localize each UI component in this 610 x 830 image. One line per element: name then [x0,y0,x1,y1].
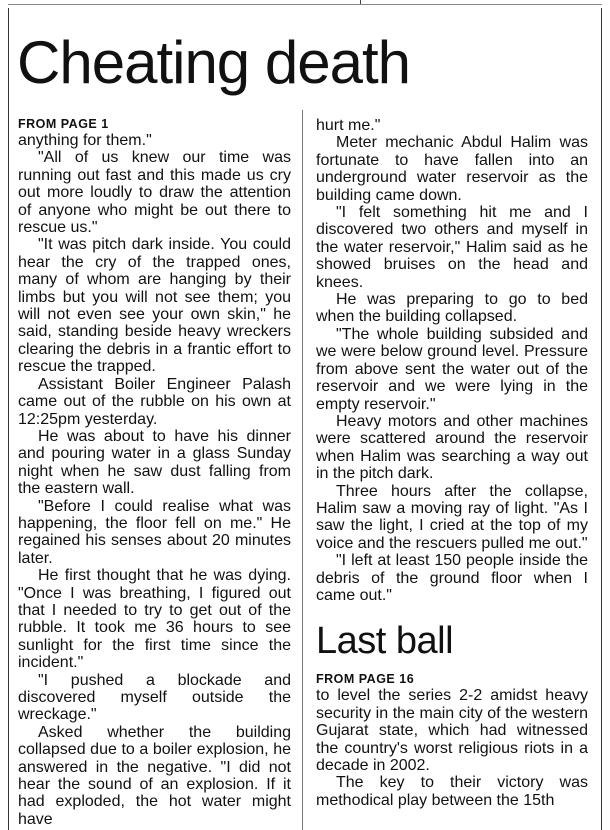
second-article-headline: Last ball [316,620,454,663]
paragraph: "The whole building subsided and we were below ground level. Pressure from above sent the water out of the reservoir and we were lying in the empty reservoir." [316,325,588,413]
paragraph: Heavy motors and other machines were scattered around the reservoir when Halim was searching a way out in the pitch dark. [316,412,588,483]
left-column [18,117,291,828]
paragraph: "Before I could realise what was happening, the floor fell on me." He regained his senses about 20 minutes later. [18,497,291,567]
right-page-border [601,8,602,830]
paragraph: Three hours after the collapse, Halim saw a moving ray of light. "As I saw the light, I cried at the top of my voice and the rescuers pulled me out." [316,482,588,552]
paragraph: He was preparing to go to bed when the building collapsed. [316,291,588,326]
paragraph: Asked whether the building collapsed due to a boiler explosion, he answered in the negative. "I did not hear the sound of an explosion. If it had exploded, the hot water might have [18,723,291,828]
paragraph: He was about to have his dinner and pouring water in a glass Sunday night when he saw dust falling from the eastern wall. [18,427,291,498]
right-column [316,117,588,809]
paragraph: anything for them." [18,132,152,149]
paragraph: "I left at least 150 people inside the debris of the ground floor when I came out." [316,552,588,604]
column-divider [302,110,303,830]
paragraph: The key to their victory was methodical play between the 15th [316,774,588,809]
paragraph: to level the series 2-2 amidst heavy security in the main city of the western Gujarat state, which had witnessed the country's worst religious riots in a decade in 2002. [316,687,588,774]
top-rule [8,0,602,5]
article-headline: Cheating death [17,29,410,96]
paragraph: hurt me." [316,117,381,134]
paragraph: He first thought that he was dying. "Once I was breathing, I figured out that I needed to try to get out of the rubble. It took me 36 hours to see sunlight for the first time since the incident." [18,567,291,672]
paragraph: "I felt something hit me and I discovered two others and myself in the water reservoir," Halim said as he showed bruises on the head and knees. [316,204,588,291]
second-article-jump-line: FROM PAGE 16 [316,672,415,687]
jump-line: FROM PAGE 1 [18,117,109,131]
paragraph: "It was pitch dark inside. You could hear the cry of the trapped ones, many of whom are hanging by their limbs but you will not see them; you will not even see your own skin," he said, standing beside heavy wreckers clearing the debris in a frantic effort to rescue the trapped. [18,236,291,376]
left-page-border [8,8,9,830]
paragraph: Meter mechanic Abdul Halim was fortunate to have fallen into an underground water reservoir as the building came down. [316,134,588,204]
paragraph: "All of us knew our time was running out fast and this made us cry out more loudly to draw the attention of anyone who might be out there to rescue us." [18,149,291,237]
top-rule-tick [360,0,361,4]
paragraph: Assistant Boiler Engineer Palash came out of the rubble on his own at 12:25pm yesterday. [18,375,291,428]
paragraph: "I pushed a blockade and discovered myself outside the wreckage." [18,671,291,724]
